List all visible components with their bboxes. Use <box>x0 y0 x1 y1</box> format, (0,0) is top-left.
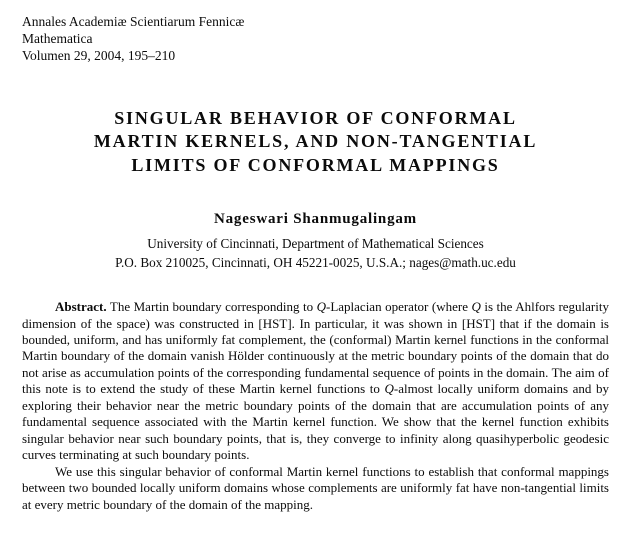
abstract-paragraph: Abstract. The Martin boundary corresponding to Q-Laplacian operator (where Q is the Ahlfors regularity dimension of the space) was constructed in [HST]. In particular, it was shown in [HST] that if the domain is bounded, uniform, and has uniformly fat complement, the (conformal) Martin kernel functions in the conformal Martin boundary of the domain vanish Hölder continuously at the metric boundary points of the domain that do not arise as accumulation points of the corresponding fundamental sequence of points in the domain. The aim of this note is to extend the study of these Martin kernel functions to Q-almost locally uniform domains and by exploring their behavior near the metric boundary points of the domain that are accumulation points of any fundamental sequence associated with the Martin kernel function. We show that the kernel function exhibits singular behavior near such boundary points, that is, they converge to infinity along quasihyperbolic geodesic curves terminating at such boundary points. <box>22 299 609 463</box>
abstract-section <box>22 299 609 513</box>
journal-name: Annales Academiæ Scientiarum Fennicæ <box>22 14 245 29</box>
paper-title-line: SINGULAR BEHAVIOR OF CONFORMAL <box>114 107 517 128</box>
author-block <box>22 210 609 229</box>
journal-series: Mathematica <box>22 31 93 47</box>
journal-volume-pages: Volumen 29, 2004, 195–210 <box>22 48 176 64</box>
journal-header <box>22 13 609 65</box>
paper-title-line: LIMITS OF CONFORMAL MAPPINGS <box>131 154 500 175</box>
affiliation-line: University of Cincinnati, Department of Mathematical Sciences <box>147 236 484 252</box>
affiliation-block <box>22 235 609 272</box>
paper-title-line: MARTIN KERNELS, AND NON-TANGENTIAL <box>93 131 538 152</box>
abstract-paragraph: We use this singular behavior of conformal Martin kernel functions to establish that conformal mappings between two bounded locally uniform domains whose complements are uniformly fat have non-tangential limits at every metric boundary of the domain of the mapping. <box>22 463 609 512</box>
author-name: Nageswari Shanmugalingam <box>214 211 417 228</box>
affiliation-address-email: P.O. Box 210025, Cincinnati, OH 45221-0025, U.S.A.; nages@math.uc.edu <box>115 254 516 270</box>
paper-title <box>22 107 609 178</box>
